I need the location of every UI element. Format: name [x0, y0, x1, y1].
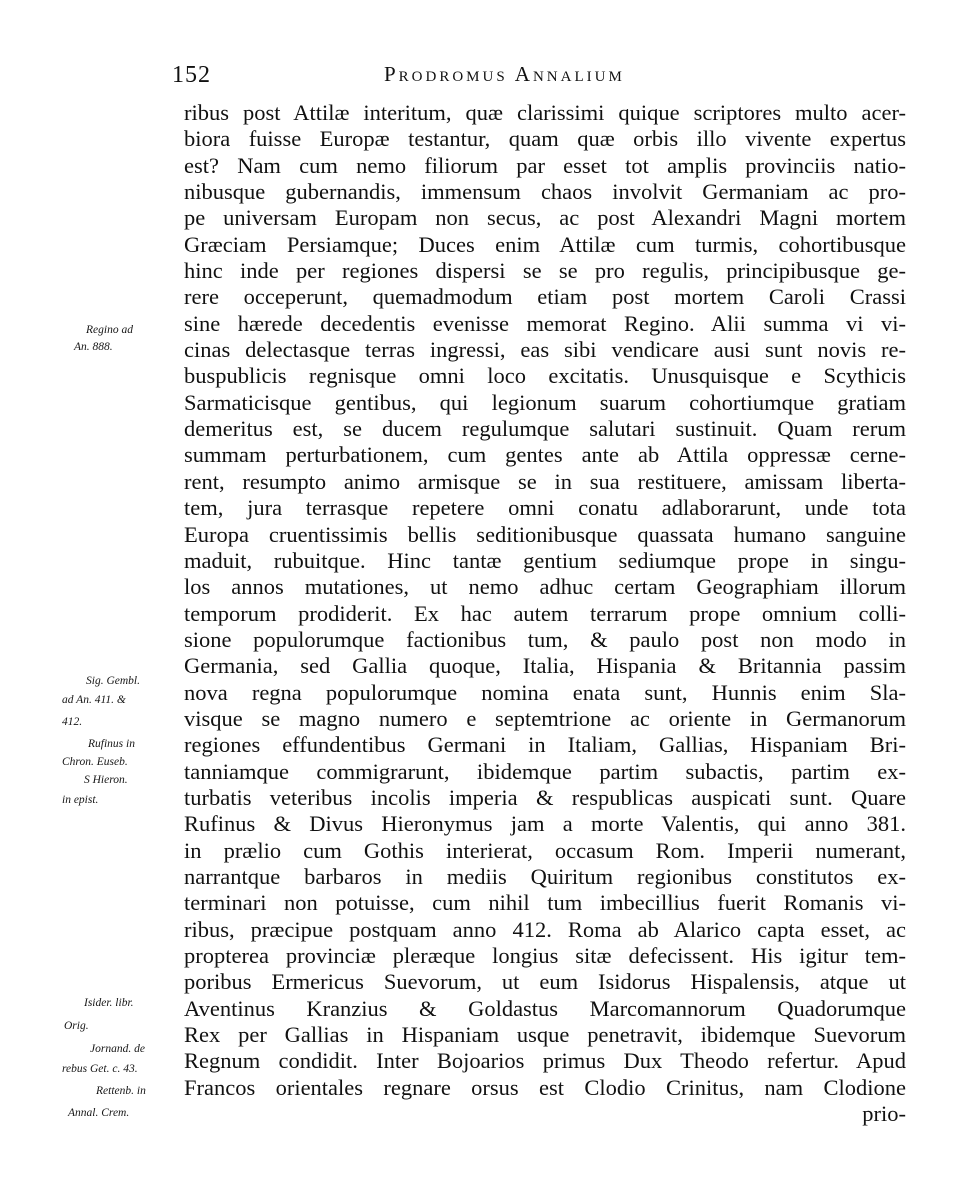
text-line: rent, resumpto animo armisque se in sua restituere, amissam liberta- — [184, 468, 906, 494]
margin-note: Chron. Euseb. — [62, 756, 128, 768]
text-line: turbatis veteribus incolis imperia & respublicas auspicati sunt. Quare — [184, 784, 906, 810]
text-line: regiones effundentibus Germani in Italiam, Gallias, Hispaniam Bri- — [184, 732, 906, 758]
text-line: Europa cruentissimis bellis seditionibusque quassata humano sanguine — [184, 521, 906, 547]
text-line: propterea provinciæ pleræque longius sitæ defecissent. His igitur tem- — [184, 943, 906, 968]
text-line: sione populorumque factionibus tum, & paulo post non modo in — [184, 626, 906, 652]
running-title: Prodromus Annalium — [384, 62, 625, 86]
text-line: in prælio cum Gothis interierat, occasum Rom. Imperii numerant, — [184, 837, 906, 863]
text-line: rere occeperunt, quemadmodum etiam post mortem Caroli Crassi — [184, 284, 906, 310]
margin-note: Isider. libr. — [84, 997, 134, 1009]
text-line: tem, jura terrasque repetere omni conatu adlaborarunt, unde tota — [184, 495, 906, 521]
text-line: sine hærede decedentis evenisse memorat Regino. Alii summa vi vi- — [184, 310, 906, 336]
margin-note: Rettenb. in — [96, 1085, 146, 1097]
page-number: 152 — [172, 62, 211, 88]
text-line: demeritus est, se ducem regulumque salutari sustinuit. Quam rerum — [184, 416, 906, 442]
text-line: Germania, sed Gallia quoque, Italia, Hispania & Britannia passim — [184, 653, 906, 679]
margin-note: Annal. Crem. — [68, 1107, 130, 1119]
margin-note: Jornand. de — [90, 1043, 145, 1055]
margin-note: Sig. Gembl. — [86, 675, 140, 687]
margin-note: An. 888. — [74, 341, 113, 353]
text-line: poribus Ermericus Suevorum, ut eum Isidorus Hispalensis, atque ut — [184, 969, 906, 995]
text-line: buspublicis regnisque omni loco excitatis. Unusquisque e Scythicis — [184, 363, 906, 389]
text-line: Rex per Gallias in Hispaniam usque penetravit, ibidemque Suevorum — [184, 1022, 906, 1048]
text-line: summam perturbationem, cum gentes ante ab Attila oppressæ cerne- — [184, 442, 906, 468]
text-line: biora fuisse Europæ testantur, quam quæ orbis illo vivente expertus — [184, 126, 906, 152]
text-line: temporum prodiderit. Ex hac autem terrarum prope omnium colli- — [184, 600, 906, 626]
text-line: ribus, præcipue postquam anno 412. Roma ab Alarico capta esset, ac — [184, 916, 906, 942]
text-line: terminari non potuisse, cum nihil tum imbecillius fuerit Romanis vi- — [184, 890, 906, 916]
text-line: Regnum condidit. Inter Bojoarios primus Dux Theodo refertur. Apud — [184, 1048, 906, 1074]
text-line: maduit, rubuitque. Hinc tantæ gentium sediumque prope in singu- — [184, 547, 906, 573]
margin-note: S Hieron. — [84, 774, 128, 786]
margin-note: ad An. 411. & — [62, 694, 126, 706]
text-line: cinas delectasque terras ingressi, eas sibi vendicare ausi sunt novis re- — [184, 337, 906, 363]
text-line: nibusque gubernandis, immensum chaos involvit Germaniam ac pro- — [184, 179, 906, 205]
margin-note: Orig. — [64, 1020, 89, 1032]
text-line: tanniamque commigrarunt, ibidemque partim subactis, partim ex- — [184, 758, 906, 784]
text-line: narrantque barbaros in mediis Quiritum regionibus constitutos ex- — [184, 863, 906, 889]
text-line: Aventinus Kranzius & Goldastus Marcomannorum Quadorumque — [184, 995, 906, 1021]
text-line: nova regna populorumque nomina enata sunt, Hunnis enim Sla- — [184, 679, 906, 705]
text-line: est? Nam cum nemo filiorum par esset tot amplis provinciis natio- — [184, 152, 906, 178]
margin-note: 412. — [62, 716, 83, 728]
text-line: Rufinus & Divus Hieronymus jam a morte Valentis, qui anno 381. — [184, 811, 906, 837]
text-line: Sarmaticisque gentibus, qui legionum suarum cohortiumque gratiam — [184, 389, 906, 415]
catchword: prio- — [862, 1101, 906, 1127]
text-line: Græciam Persiamque; Duces enim Attilæ cum turmis, cohortibusque — [184, 231, 906, 257]
text-line: los annos mutationes, ut nemo adhuc certam Geographiam illorum — [184, 574, 906, 600]
text-line: hinc inde per regiones dispersi se se pro regulis, principibusque ge- — [184, 258, 906, 284]
margin-note: in epist. — [62, 794, 99, 806]
margin-note: Regino ad — [86, 324, 133, 336]
body-text — [184, 100, 906, 1127]
text-line: pe universam Europam non secus, ac post Alexandri Magni mortem — [184, 205, 906, 231]
text-line: visque se magno numero e septemtrione ac oriente in Germanorum — [184, 705, 906, 731]
margin-note: rebus Get. c. 43. — [62, 1063, 138, 1075]
text-line: Francos orientales regnare orsus est Clodio Crinitus, nam Clodione — [184, 1074, 906, 1100]
margin-note: Rufinus in — [88, 738, 135, 750]
text-line: ribus post Attilæ interitum, quæ clarissimi quique scriptores multo acer- — [184, 100, 906, 125]
